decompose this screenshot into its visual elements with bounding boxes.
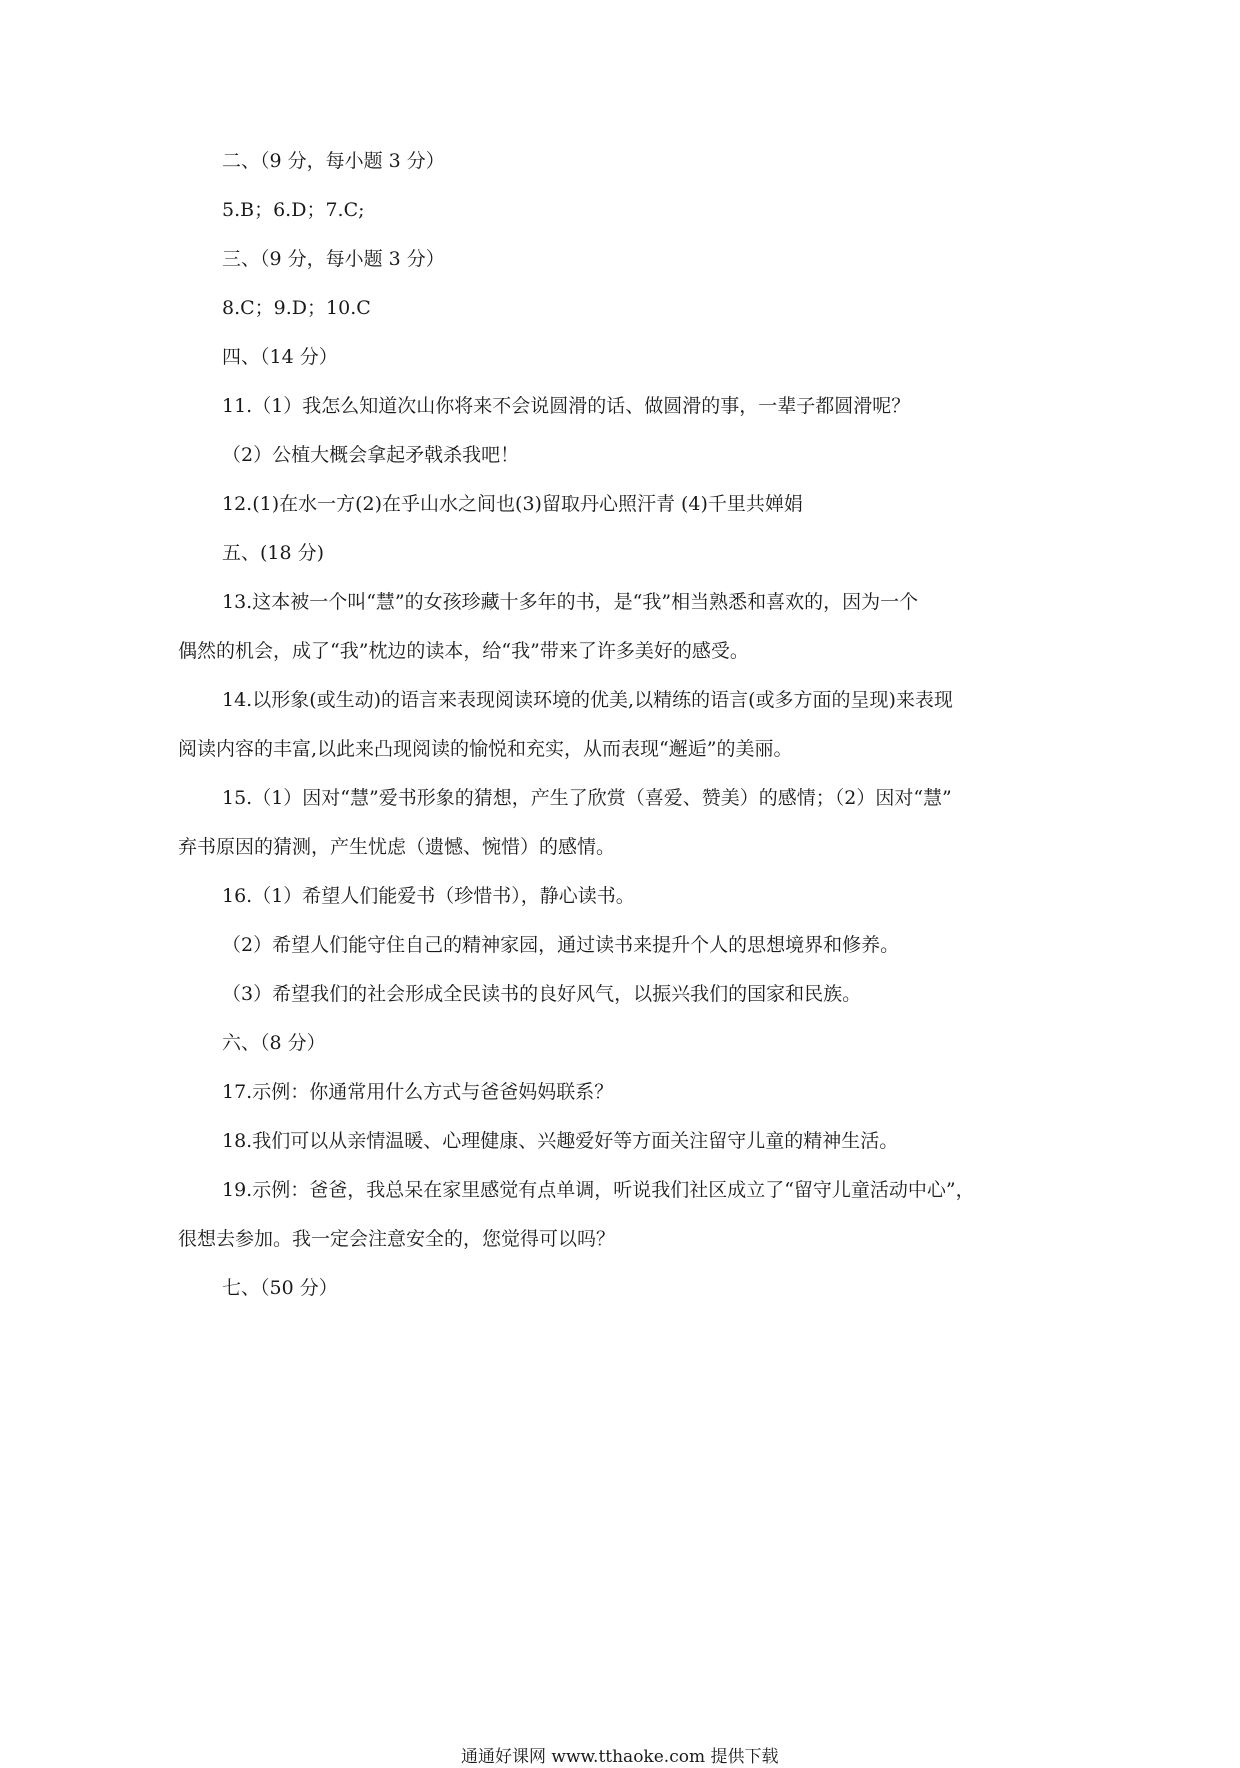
section-six-heading: 六、（8 分） xyxy=(222,1032,326,1054)
section-two-answers: 5.B；6.D；7.C; xyxy=(222,199,365,221)
answer-12: 12.(1)在水一方(2)在乎山水之间也(3)留取丹心照汗青 (4)千里共婵娟 xyxy=(222,493,803,515)
answer-11-part-1: 11.（1）我怎么知道次山你将来不会说圆滑的话、做圆滑的事，一辈子都圆滑呢？ xyxy=(222,395,911,417)
answer-11-part-2: （2）公植大概会拿起矛戟杀我吧！ xyxy=(222,444,520,466)
answer-18: 18.我们可以从亲情温暖、心理健康、兴趣爱好等方面关注留守儿童的精神生活。 xyxy=(222,1130,899,1152)
section-five-heading: 五、(18 分) xyxy=(222,542,325,564)
section-three-heading: 三、（9 分，每小题 3 分） xyxy=(222,248,445,270)
answer-16-part-1: 16.（1）希望人们能爱书（珍惜书），静心读书。 xyxy=(222,885,635,907)
answer-19-line-2: 很想去参加。我一定会注意安全的，您觉得可以吗？ xyxy=(178,1228,616,1250)
answer-14-line-2: 阅读内容的丰富,以此来凸现阅读的愉悦和充实，从而表现“邂逅”的美丽。 xyxy=(178,738,793,760)
section-three-answers: 8.C；9.D；10.C xyxy=(222,297,371,319)
answer-14-line-1: 14.以形象(或生动)的语言来表现阅读环境的优美,以精练的语言(或多方面的呈现)来表现 xyxy=(222,689,953,711)
answer-13-line-1: 13.这本被一个叫“慧”的女孩珍藏十多年的书，是“我”相当熟悉和喜欢的，因为一个 xyxy=(222,591,919,613)
answer-16-part-2: （2）希望人们能守住自己的精神家园，通过读书来提升个人的思想境界和修养。 xyxy=(222,934,900,956)
answer-13-line-2: 偶然的机会，成了“我”枕边的读本，给“我”带来了许多美好的感受。 xyxy=(178,640,749,662)
answer-17: 17.示例：你通常用什么方式与爸爸妈妈联系？ xyxy=(222,1081,614,1103)
answer-19-line-1: 19.示例：爸爸，我总呆在家里感觉有点单调，听说我们社区成立了“留守儿童活动中心”， xyxy=(222,1179,975,1201)
answer-16-part-3: （3）希望我们的社会形成全民读书的良好风气，以振兴我们的国家和民族。 xyxy=(222,983,862,1005)
section-seven-heading: 七、（50 分） xyxy=(222,1277,338,1299)
download-source-footer: 通通好课网 www.tthaoke.com 提供下载 xyxy=(461,1747,779,1767)
answer-15-line-1: 15.（1）因对“慧”爱书形象的猜想，产生了欣赏（喜爱、赞美）的感情；（2）因对“慧” xyxy=(222,787,952,809)
section-two-heading: 二、（9 分，每小题 3 分） xyxy=(222,150,445,172)
answer-15-line-2: 弃书原因的猜测，产生忧虑（遗憾、惋惜）的感情。 xyxy=(178,836,616,858)
section-four-heading: 四、（14 分） xyxy=(222,346,338,368)
